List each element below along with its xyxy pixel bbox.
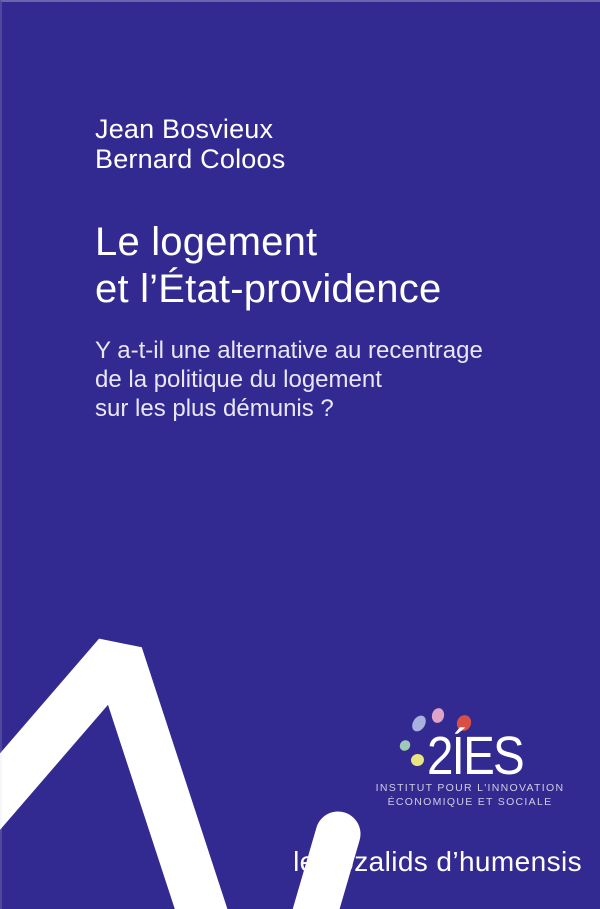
2ies-institute-name xyxy=(350,782,590,809)
book-subtitle-line-2: de la politique du logement xyxy=(95,366,382,393)
logo-dot-yellow-icon xyxy=(410,753,425,767)
logo-dot-blue-icon xyxy=(409,713,428,734)
author-2: Bernard Coloos xyxy=(95,144,286,174)
institute-line-2: ÉCONOMIQUE ET SOCIALE xyxy=(387,795,553,808)
author-1: Jean Bosvieux xyxy=(95,114,274,144)
book-subtitle-line-1: Y a-t-il une alternative au recentrage xyxy=(95,337,483,364)
logo-dot-green-icon xyxy=(398,738,413,753)
institute-line-1: INSTITUT POUR L'INNOVATION xyxy=(375,782,565,794)
2ies-wordmark: 2ÍES xyxy=(427,726,523,786)
brush-n-stroke-up-down xyxy=(0,655,207,909)
publisher-logo: les ozalids d’humensis xyxy=(293,846,582,877)
book-title xyxy=(95,219,441,313)
book-title-line-1: Le logement xyxy=(95,220,318,264)
book-title-line-2: et l’État-providence xyxy=(95,267,442,311)
logo-dot-pink-icon xyxy=(430,707,445,724)
book-subtitle-line-3: sur les plus démunis ? xyxy=(95,395,334,422)
author-names xyxy=(95,114,285,174)
book-subtitle xyxy=(95,336,483,423)
